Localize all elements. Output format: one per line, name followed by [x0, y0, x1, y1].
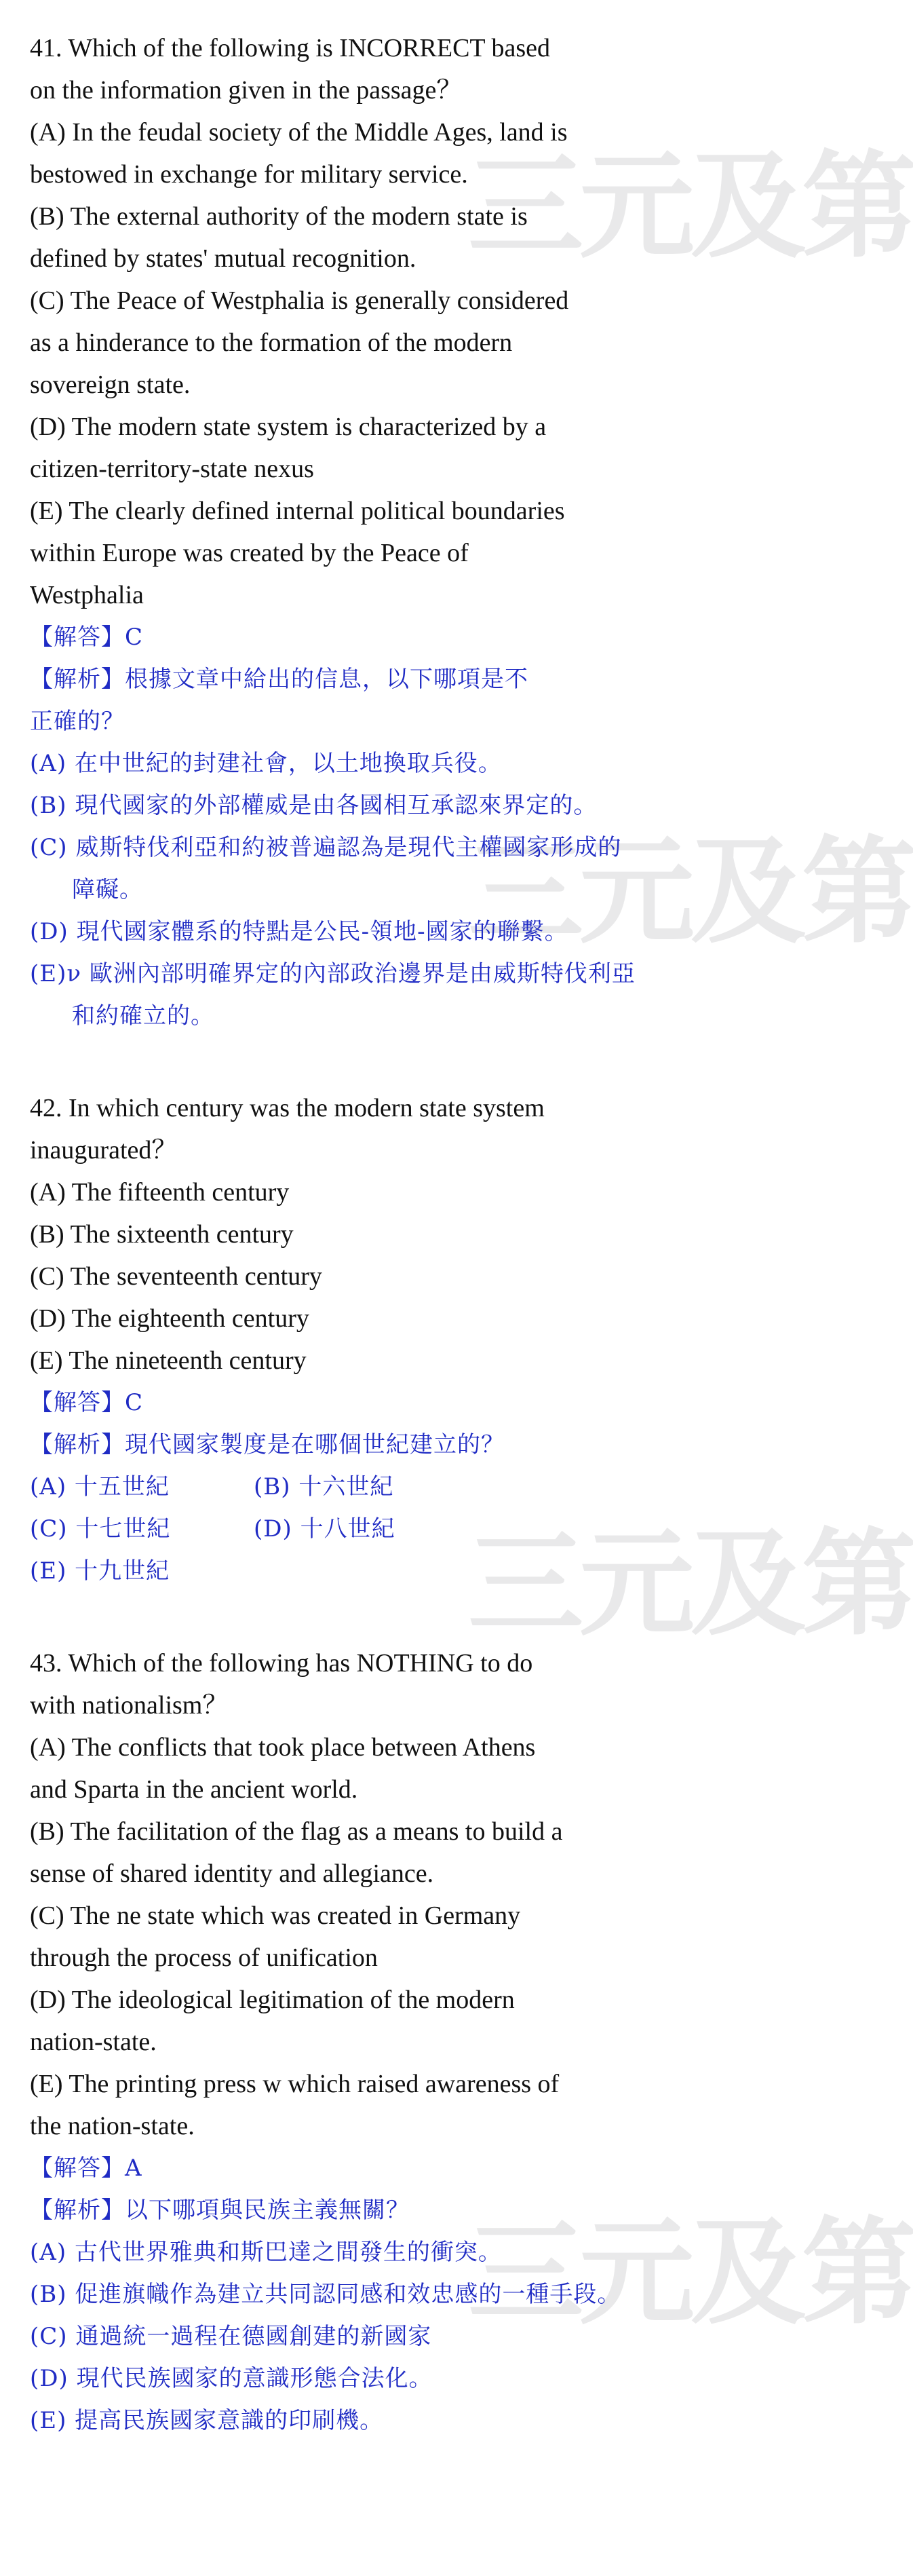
option-line: (D) The modern state system is characterized by a: [30, 413, 547, 441]
question-list: [30, 27, 640, 2492]
watermark: 三元及第: [468, 140, 913, 274]
option-line: (D) The ideological legitimation of the modern: [30, 1986, 515, 2014]
zh-option: (A) 古代世界雅典和斯巴達之間發生的衝突。: [30, 2239, 502, 2266]
option-line: nation-state.: [30, 2028, 157, 2056]
answer-label: 【解答】C: [30, 624, 144, 651]
zh-option: (C) 威斯特伐利亞和約被普遍認為是現代主權國家形成的障礙。: [30, 834, 622, 903]
question-stem: inaugurated？: [30, 1136, 178, 1164]
option-line: sense of shared identity and allegiance.: [30, 1859, 434, 1888]
option-line: within Europe was created by the Peace of: [30, 539, 469, 567]
option-line: (B) The facilitation of the flag as a means to build a: [30, 1817, 563, 1846]
option-line: citizen-territory-state nexus: [30, 455, 314, 483]
zh-option: (E)ν 歐洲內部明確界定的內部政治邊界是由威斯特伐利亞和約確立的。: [30, 960, 636, 1029]
option-line: (A) The fifteenth century: [30, 1178, 290, 1207]
option-line: (A) In the feudal society of the Middle Ages, land is: [30, 118, 568, 147]
zh-option: (B) 十六世紀: [254, 1473, 394, 1500]
zh-option: (E) 十九世紀: [30, 1557, 170, 1585]
option-line: defined by states' mutual recognition.: [30, 244, 416, 273]
zh-option: (D) 現代民族國家的意識形態合法化。: [30, 2365, 433, 2392]
zh-option: (A) 十五世紀: [30, 1473, 170, 1500]
option-line: (A) The conflicts that took place between Athens: [30, 1733, 536, 1762]
question-42: [30, 1087, 640, 1592]
zh-option: (C) 通過統一過程在德國創建的新國家: [30, 2323, 432, 2350]
analysis-text: 【解析】現代國家製度是在哪個世紀建立的？: [30, 1431, 505, 1458]
option-line: (E) The printing press w which raised awareness of: [30, 2070, 560, 2098]
question-stem: 41. Which of the following is INCORRECT based: [30, 34, 550, 62]
zh-option: (E) 提高民族國家意識的印刷機。: [30, 2407, 384, 2434]
question-stem: 42. In which century was the modern state system: [30, 1094, 545, 1122]
option-line: bestowed in exchange for military service.: [30, 160, 468, 189]
analysis-text: 【解析】根據文章中給出的信息，以下哪項是不: [30, 666, 528, 693]
question-stem: 43. Which of the following has NOTHING to do: [30, 1649, 533, 1678]
zh-option: (D) 現代國家體系的特點是公民-領地-國家的聯繫。: [30, 918, 568, 945]
zh-option: (B) 促進旗幟作為建立共同認同感和效忠感的一種手段。: [30, 2281, 621, 2308]
analysis-text: 正確的？: [30, 708, 125, 735]
option-line: (B) The external authority of the modern state is: [30, 202, 528, 231]
option-line: (D) The eighteenth century: [30, 1304, 309, 1333]
option-line: (C) The seventeenth century: [30, 1262, 322, 1291]
question-43: [30, 1642, 640, 2442]
watermark: 三元及第: [468, 2206, 913, 2341]
analysis-text: 【解析】以下哪項與民族主義無關？: [30, 2197, 410, 2224]
watermark: 三元及第: [468, 1517, 913, 1652]
zh-option: (A) 在中世紀的封建社會，以土地換取兵役。: [30, 750, 502, 777]
option-line: (E) The clearly defined internal political boundaries: [30, 497, 565, 525]
question-stem: on the information given in the passage？: [30, 76, 463, 105]
option-line: (E) The nineteenth century: [30, 1346, 307, 1375]
option-line: through the process of unification: [30, 1944, 378, 1972]
answer-label: 【解答】C: [30, 1389, 144, 1416]
option-line: and Sparta in the ancient world.: [30, 1775, 358, 1804]
question-stem: with nationalism？: [30, 1691, 229, 1720]
option-line: sovereign state.: [30, 371, 191, 399]
zh-option: (C) 十七世紀: [30, 1515, 171, 1542]
zh-option-row: [30, 1466, 640, 1508]
option-line: (B) The sixteenth century: [30, 1220, 294, 1249]
zh-option: (B) 現代國家的外部權威是由各國相互承認來界定的。: [30, 792, 598, 819]
watermark: 三元及第: [468, 825, 913, 960]
answer-label: 【解答】A: [30, 2155, 142, 2182]
option-line: the nation-state.: [30, 2112, 195, 2140]
zh-option-row: [30, 1508, 640, 1550]
option-line: (C) The Peace of Westphalia is generally considered: [30, 286, 569, 315]
option-line: as a hinderance to the formation of the modern: [30, 328, 513, 357]
option-line: Westphalia: [30, 581, 144, 609]
question-41: [30, 27, 640, 1037]
option-line: (C) The ne state which was created in Germany: [30, 1901, 521, 1930]
zh-option: (D) 十八世紀: [254, 1515, 395, 1542]
